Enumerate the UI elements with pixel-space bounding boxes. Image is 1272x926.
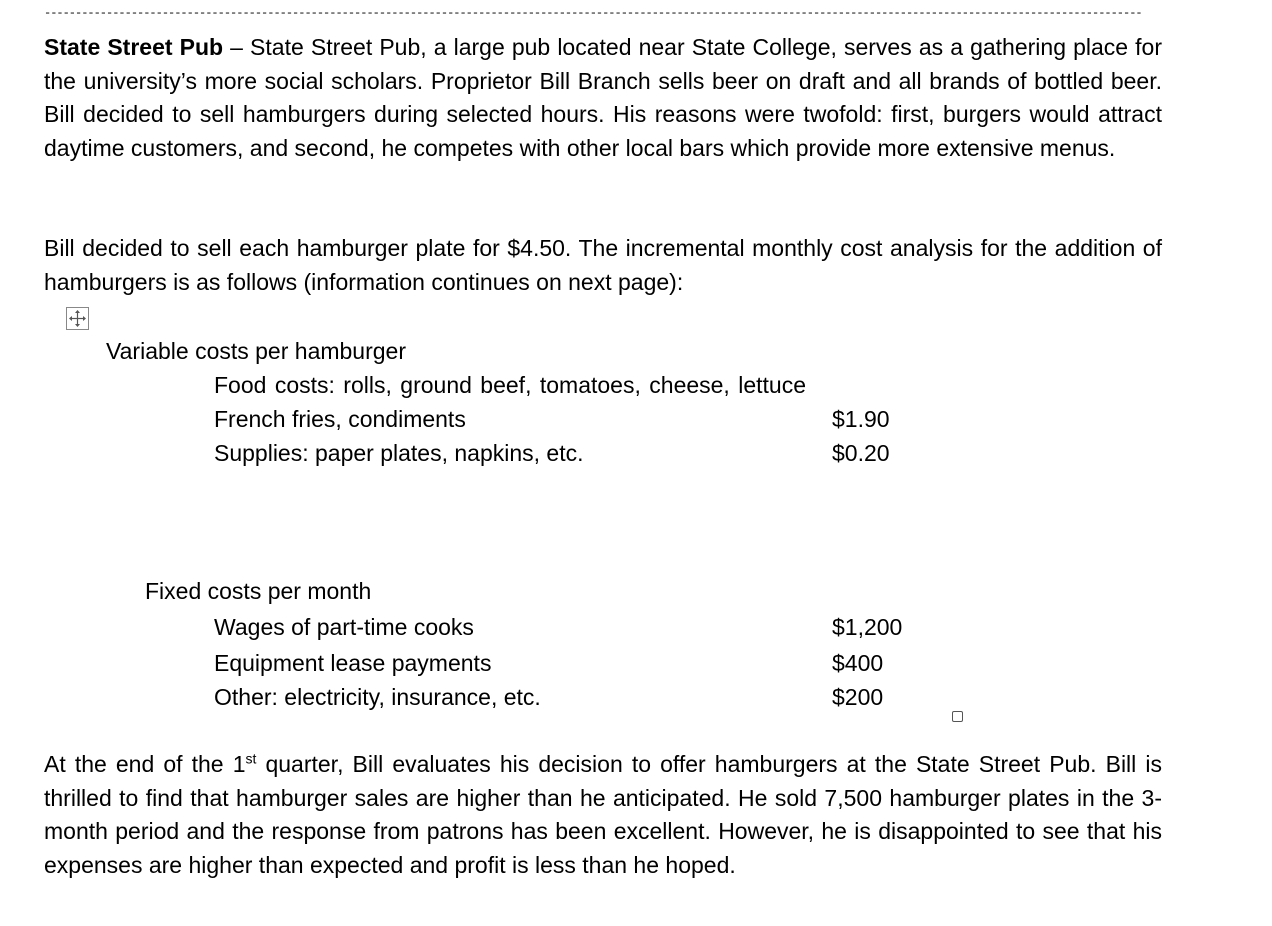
wages-value: $1,200 bbox=[832, 614, 903, 640]
quarter-text-start: At the end of the 1 bbox=[44, 751, 246, 777]
fixed-costs-heading: Fixed costs per month bbox=[145, 578, 372, 604]
supplies-value: $0.20 bbox=[832, 440, 890, 466]
equipment-label: Equipment lease payments bbox=[214, 650, 492, 676]
variable-costs-heading: Variable costs per hamburger bbox=[106, 338, 406, 364]
table-move-handle-icon[interactable] bbox=[66, 307, 89, 330]
wages-label: Wages of part-time cooks bbox=[214, 614, 474, 640]
other-label: Other: electricity, insurance, etc. bbox=[214, 684, 541, 710]
other-value: $200 bbox=[832, 684, 884, 710]
price-paragraph: Bill decided to sell each hamburger plate for $4.50. The incremental monthly cost analysis for the addition of hamburgers is as follows (information continues on next page): bbox=[44, 235, 1162, 295]
equipment-value: $400 bbox=[832, 650, 884, 676]
quarter-text-rest: quarter, Bill evaluates his decision to offer hamburgers at the State Street Pub. Bill is thrilled to find that hamburger sales are higher than he anticipated. He sold 7,500 hamburger plates in the 3-month period and the response from patrons has been excellent. However, he is disappointed to see that his expenses are higher than expected and profit is less than he hoped. bbox=[44, 751, 1162, 878]
intro-heading: State Street Pub bbox=[44, 34, 224, 60]
food-costs-value: $1.90 bbox=[832, 406, 890, 432]
intro-paragraph bbox=[44, 31, 1162, 165]
quarter-paragraph bbox=[44, 748, 1162, 882]
supplies-label: Supplies: paper plates, napkins, etc. bbox=[214, 440, 584, 466]
quarter-superscript: st bbox=[245, 750, 257, 767]
intro-body: – State Street Pub, a large pub located near State College, serves as a gathering place for the university’s more social scholars. Proprietor Bill Branch sells beer on draft and all brands of bottled beer. Bill decided to sell hamburgers during selected hours. His reasons were twofold: first, burgers would attract daytime customers, and second, he competes with other local bars which provide more extensive menus. bbox=[44, 34, 1163, 161]
food-costs-label: Food costs: rolls, ground beef, tomatoes, cheese, lettuce French fries, condiments bbox=[214, 372, 806, 432]
table-resize-handle-icon[interactable] bbox=[952, 711, 963, 722]
separator-dashes: --------------------------------------------------------------------------------------------------------------------------------------------------------------------------------- bbox=[44, 6, 1142, 20]
